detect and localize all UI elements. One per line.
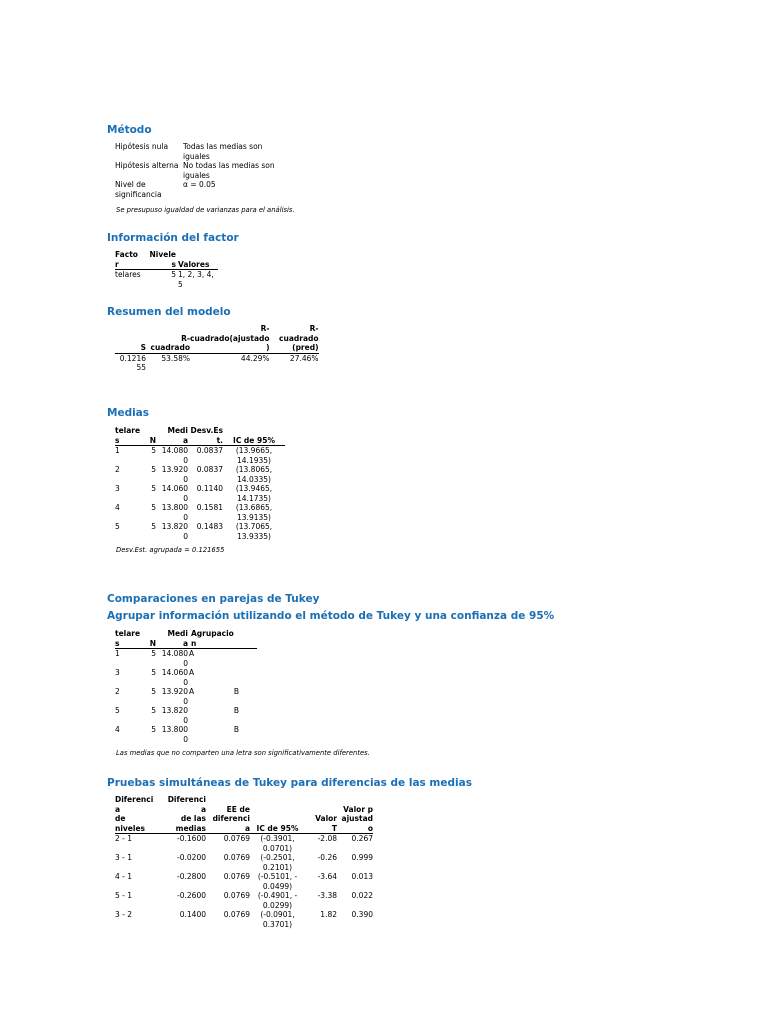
- pruebas-cell: (-0.3901, 0.0701): [260, 834, 295, 853]
- medias-header: IC de 95%: [223, 426, 285, 446]
- medias-header: Medi a: [156, 426, 188, 446]
- pruebas-cell: 2 - 1: [115, 834, 133, 843]
- pruebas-cell: 3 - 2: [115, 910, 133, 919]
- pruebas-header: Valor p ajustad o: [337, 795, 373, 834]
- pruebas-cell: -2.08: [317, 834, 337, 843]
- metodo-row: [115, 180, 275, 199]
- pruebas-cell: 0.0769: [223, 872, 250, 881]
- tukey-cell: A: [189, 687, 195, 696]
- tukey-cell: [234, 649, 257, 669]
- medias-title: Medias: [107, 407, 150, 419]
- pruebas-table: [115, 795, 373, 929]
- pruebas-cell: -3.64: [317, 872, 337, 881]
- tukey-note: Las medias que no comparten una letra son significativamente diferentes.: [116, 749, 370, 757]
- pruebas-cell: 5 - 1: [115, 891, 133, 900]
- table-row: [115, 649, 257, 669]
- metodo-label: Nivel de significancia: [115, 180, 162, 199]
- pruebas-cell: -0.0200: [177, 853, 206, 862]
- medias-cell: 5: [151, 446, 156, 455]
- resumen-header: R- cuadrado(ajustado ): [190, 324, 270, 352]
- pruebas-cell: 0.1400: [179, 910, 206, 919]
- medias-cell: 3: [115, 484, 120, 493]
- tukey-header: Agrupacio n: [188, 629, 234, 649]
- factor-header: Nivele s: [149, 250, 176, 269]
- pruebas-cell: 0.0769: [223, 853, 250, 862]
- pruebas-cell: 4 - 1: [115, 872, 133, 881]
- tukey-cell: A: [189, 668, 195, 677]
- medias-cell: 13.800 0: [161, 503, 188, 522]
- metodo-title: Método: [107, 124, 152, 136]
- medias-cell: 1: [115, 446, 120, 455]
- table-row: [115, 910, 373, 929]
- tukey-subtitle: Agrupar información utilizando el método de Tukey y una confianza de 95%: [107, 610, 555, 622]
- tukey-cell: [234, 668, 257, 687]
- table-row: [115, 891, 373, 910]
- table-row: [115, 353, 319, 373]
- medias-cell: 5: [151, 484, 156, 493]
- table-row: [115, 872, 373, 891]
- resumen-cell: 27.46%: [289, 353, 319, 363]
- tukey-cell: A: [189, 649, 195, 658]
- pruebas-cell: (-0.0901, 0.3701): [260, 910, 295, 929]
- tukey-cell: B: [233, 725, 239, 734]
- table-row: [115, 834, 373, 854]
- tukey-cell: 13.920 0: [161, 687, 188, 706]
- metodo-value: α = 0.05: [183, 180, 216, 189]
- table-row: [115, 853, 373, 872]
- tukey-cell: 4: [115, 725, 120, 734]
- tukey-header: Medi a: [156, 629, 188, 649]
- tukey-cell: B: [233, 706, 239, 715]
- pruebas-header: EE de diferenci a: [206, 795, 250, 834]
- table-row: [115, 465, 285, 484]
- tukey-cell: [188, 725, 234, 744]
- medias-cell: 0.1483: [196, 522, 223, 531]
- pruebas-cell: 0.0769: [223, 910, 250, 919]
- tukey-cell: B: [233, 687, 239, 696]
- tukey-cell: 5: [151, 706, 156, 715]
- table-row: [115, 446, 285, 466]
- metodo-row: [115, 142, 275, 161]
- factor-cell: telares: [115, 270, 141, 279]
- metodo-value: Todas las medias son iguales: [183, 142, 263, 161]
- pruebas-title: Pruebas simultáneas de Tukey para diferencias de las medias: [107, 777, 472, 789]
- medias-cell: (13.6865, 13.9135): [235, 503, 273, 522]
- pruebas-cell: 0.0769: [223, 891, 250, 900]
- tukey-cell: 5: [115, 706, 120, 715]
- medias-cell: 0.0837: [196, 446, 223, 455]
- tukey-cell: 14.060 0: [161, 668, 188, 687]
- factor-title: Información del factor: [107, 232, 239, 244]
- resumen-table: [115, 324, 319, 373]
- pruebas-header: Diferenci a de niveles: [115, 795, 161, 834]
- resumen-header: R- cuadrado: [146, 324, 190, 353]
- tukey-cell: 5: [151, 649, 156, 658]
- tukey-cell: [188, 706, 234, 725]
- medias-cell: 13.920 0: [161, 465, 188, 484]
- medias-cell: 4: [115, 503, 120, 512]
- metodo-note: Se presupuso igualdad de varianzas para el análisis.: [116, 206, 295, 214]
- pruebas-cell: -0.26: [317, 853, 337, 862]
- pruebas-cell: 0.022: [351, 891, 373, 900]
- resumen-header: S: [115, 324, 146, 353]
- table-row: [115, 668, 257, 687]
- medias-cell: 5: [115, 522, 120, 531]
- pruebas-cell: (-0.4901, - 0.0299): [257, 891, 298, 910]
- tukey-cell: 5: [151, 725, 156, 734]
- metodo-label: Hipótesis alterna: [115, 161, 179, 170]
- medias-cell: 0.0837: [196, 465, 223, 474]
- tukey-cell: 13.800 0: [161, 725, 188, 744]
- medias-cell: 14.080 0: [161, 446, 188, 465]
- pruebas-cell: (-0.5101, - 0.0499): [257, 872, 298, 891]
- medias-cell: 5: [151, 522, 156, 531]
- tukey-table: [115, 629, 257, 744]
- medias-cell: (13.9665, 14.1935): [235, 446, 273, 465]
- medias-cell: 0.1581: [196, 503, 223, 512]
- medias-cell: 13.820 0: [161, 522, 188, 541]
- tukey-header: N: [145, 629, 156, 649]
- resumen-cell: 0.1216 55: [119, 353, 146, 372]
- medias-header: N: [145, 426, 156, 446]
- medias-cell: (13.8065, 14.0335): [235, 465, 273, 484]
- resumen-header: R- cuadrado (pred): [270, 324, 319, 353]
- resumen-cell: 44.29%: [240, 353, 270, 363]
- medias-header: telare s: [115, 426, 145, 446]
- pruebas-cell: 1.82: [320, 910, 337, 919]
- tukey-title: Comparaciones en parejas de Tukey: [107, 593, 320, 605]
- factor-header: Valores: [176, 250, 218, 270]
- tukey-cell: 14.080 0: [161, 649, 188, 668]
- metodo-block: [115, 142, 275, 199]
- pruebas-cell: -0.2800: [177, 872, 206, 881]
- pruebas-cell: 0.999: [351, 853, 373, 862]
- table-row: [115, 270, 218, 290]
- metodo-label: Hipótesis nula: [115, 142, 169, 151]
- table-row: [115, 503, 285, 522]
- medias-note: Desv.Est. agrupada = 0.121655: [116, 546, 225, 554]
- metodo-row: [115, 161, 275, 180]
- table-row: [115, 706, 257, 725]
- resumen-title: Resumen del modelo: [107, 306, 231, 318]
- factor-cell: 1, 2, 3, 4, 5: [178, 270, 214, 289]
- factor-table: [115, 250, 218, 289]
- medias-header: Desv.Es t.: [188, 426, 223, 446]
- medias-cell: 5: [151, 503, 156, 512]
- metodo-value: No todas las medias son iguales: [183, 161, 275, 180]
- pruebas-cell: 3 - 1: [115, 853, 133, 862]
- medias-cell: (13.9465, 14.1735): [235, 484, 273, 503]
- medias-cell: 14.060 0: [161, 484, 188, 503]
- pruebas-cell: -0.1600: [177, 834, 206, 843]
- pruebas-header: IC de 95%: [250, 795, 305, 834]
- pruebas-cell: 0.267: [351, 834, 373, 843]
- table-row: [115, 484, 285, 503]
- tukey-cell: 5: [151, 668, 156, 677]
- table-row: [115, 725, 257, 744]
- tukey-cell: 13.820 0: [161, 706, 188, 725]
- tukey-cell: 3: [115, 668, 120, 677]
- medias-cell: (13.7065, 13.9335): [235, 522, 273, 541]
- pruebas-cell: 0.013: [351, 872, 373, 881]
- pruebas-header: Valor T: [305, 795, 337, 834]
- medias-cell: 2: [115, 465, 120, 474]
- pruebas-cell: (-0.2501, 0.2101): [260, 853, 295, 872]
- medias-cell: 0.1140: [196, 484, 223, 493]
- table-row: [115, 687, 257, 706]
- pruebas-header: Diferenci a de las medias: [161, 795, 206, 834]
- tukey-cell: 5: [151, 687, 156, 696]
- resumen-cell: 53.58%: [161, 353, 190, 363]
- tukey-cell: 2: [115, 687, 120, 696]
- medias-table: [115, 426, 285, 541]
- tukey-cell: 1: [115, 649, 120, 658]
- factor-cell: 5: [171, 270, 176, 279]
- tukey-header: [234, 629, 257, 649]
- factor-header: Facto r: [115, 250, 148, 270]
- pruebas-cell: 0.390: [351, 910, 373, 919]
- table-row: [115, 522, 285, 541]
- medias-cell: 5: [151, 465, 156, 474]
- tukey-header: telare s: [115, 629, 145, 649]
- pruebas-cell: 0.0769: [223, 834, 250, 843]
- pruebas-cell: -0.2600: [177, 891, 206, 900]
- pruebas-cell: -3.38: [317, 891, 337, 900]
